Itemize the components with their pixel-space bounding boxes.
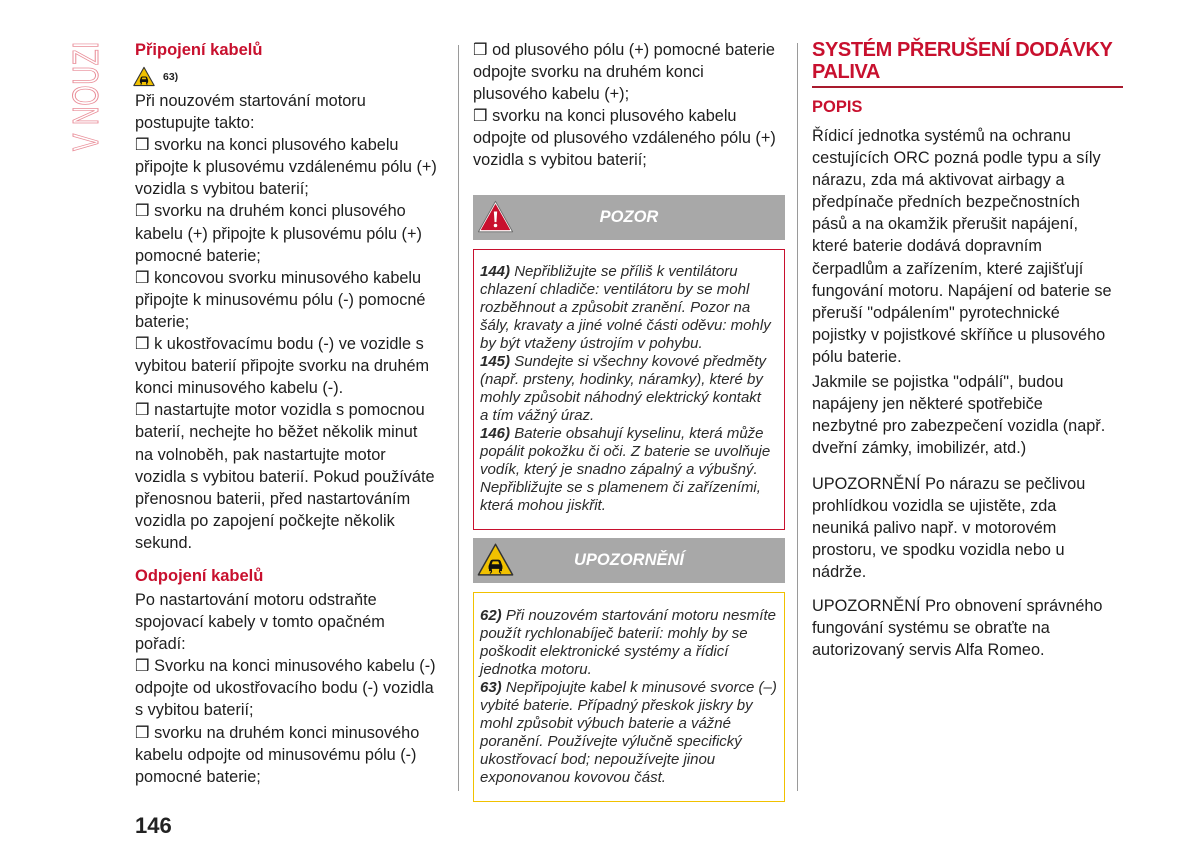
warning-paragraph: UPOZORNĚNÍ Pro obnovení správného fungování systému se obraťte na autorizovaný servis Alfa Romeo. — [812, 597, 1103, 660]
note-number: 62) — [480, 606, 502, 624]
caution-car-icon-graphic — [133, 66, 155, 88]
note-text: Sundejte si všechny kovové předměty (např. prsteny, hodinky, náramky), které by mohly způsobit náhodný elektrický kontakt a tím vážný úraz. — [480, 352, 767, 424]
title-underline — [812, 86, 1123, 88]
danger-header-bar — [473, 195, 785, 240]
description-paragraph: Jakmile se pojistka "odpálí", budou napájeny jen některé spotřebiče nezbytné pro zabezpečení vozidla (např. dveřní zámky, imobilizér, atd.) — [812, 373, 1106, 458]
heading-disconnecting-cables: Odpojení kabelů — [135, 567, 264, 585]
note-number: 146) — [480, 424, 511, 442]
danger-note — [480, 353, 784, 425]
danger-title: POZOR — [599, 208, 659, 226]
note-reference: 63) — [163, 71, 179, 83]
note-number: 63) — [480, 678, 502, 696]
page-number: 146 — [135, 813, 172, 838]
note-number: 144) — [480, 262, 511, 280]
warning-paragraph: UPOZORNĚNÍ Po nárazu se pečlivou prohlídkou vozidla se ujistěte, zda neuniká palivo např. v motorovém prostoru, ve spodku vozidla nebo u nádrže. — [812, 475, 1086, 582]
caution-notes-box — [473, 592, 785, 802]
description-paragraph: Řídicí jednotka systémů na ochranu cestujících ORC pozná podle typu a síly nárazu, zda má aktivovat airbagy a předpínače předních bezpečnostních pásů a na okamžik přerušit napájení, které baterie dodává dopravním čerpadlům a zařízením, které zajišťují fungování motoru. Napájení od baterie se přeruší "odpálením" pyrotechnické pojistky v pojistkové skříňce u plusového pólu baterie. — [812, 127, 1112, 366]
heading-connecting-cables: Připojení kabelů — [135, 41, 263, 59]
caution-car-icon — [133, 66, 155, 88]
danger-note — [480, 263, 784, 353]
section-title-fuel-cutoff: SYSTÉM PŘERUŠENÍ DODÁVKY PALIVA — [812, 39, 1113, 83]
chapter-tab-label: V NOUZI — [65, 40, 106, 151]
disconnecting-steps-continued: ❒ od plusového pólu (+) pomocné baterie odpojte svorku na druhém konci plusového kabelu (+); ❒ svorku na konci plusového kabelu odpojte od plusového vzdáleného pólu (+) vozidla s vybitou baterií; — [473, 41, 776, 170]
column-separator — [458, 45, 459, 791]
disconnecting-steps-text: Po nastartování motoru odstraňte spojovací kabely v tomto opačném pořadí: ❒ Svorku na konci minusového kabelu (-) odpojte od ukostřovacího bodu (-) vozidla s vybitou baterií; ❒ svorku na druhém konci minusového kabelu odpojte od minusovému pólu (-) pomocné baterie; — [135, 591, 436, 786]
connecting-steps-text: Při nouzovém startování motoru postupujte takto: ❒ svorku na konci plusového kabelu připojte k plusovému vzdálenému pólu (+) vozidla s vybitou baterií; ❒ svorku na druhém konci plusového kabelu (+) připojte k plusovému pólu (+) pomocné baterie; ❒ koncovou svorku minusového kabelu připojte k minusovému pólu (-) pomocné baterie; ❒ k ukostřovacímu bodu (-) ve vozidle s vybitou baterií připojte svorku na druhém konci minusového kabelu (-). ❒ nastartujte motor vozidla s pomocnou baterií, nechejte ho běžet několik minut na volnoběh, pak nastartujte motor vozidla s vybitou baterií. Pokud používáte přenosnou baterii, před nastartováním vozidla po zapojení počkejte několik sekund. — [135, 92, 437, 552]
danger-note — [480, 425, 784, 515]
caution-note — [480, 607, 784, 679]
subsection-title-description: POPIS — [812, 98, 863, 116]
column-separator — [797, 43, 798, 791]
note-text: Při nouzovém startování motoru nesmíte použít rychlonabíječ baterií: mohly by se poškodit elektronické systémy a řídicí jednotka motoru. — [480, 606, 776, 678]
note-number: 145) — [480, 352, 511, 370]
caution-title: UPOZORNĚNÍ — [573, 551, 684, 569]
caution-header-bar — [473, 538, 785, 583]
note-text: Baterie obsahují kyselinu, která může popálit pokožku či oči. Z baterie se uvolňuje vodík, který je snadno zápalný a výbušný. Nepřibližujte se s plamenem či zařízeními, která mohou jiskřit. — [480, 424, 771, 514]
danger-notes-box — [473, 249, 785, 530]
note-text: Nepřipojujte kabel k minusové svorce (–) vybité baterie. Případný přeskok jiskry by mohl způsobit výbuch baterie a vážné poranění. Používejte výlučně specifický ukostřovací bod; nepoužívejte jinou exponovanou kovovou část. — [480, 678, 777, 786]
note-text: Nepřibližujte se příliš k ventilátoru chlazení chladiče: ventilátoru by se mohl rozběhnout a způsobit zranění. Pozor na šály, kravaty a jiné volné části oděvu: mohly by být vtaženy ústrojím v pohybu. — [480, 262, 771, 352]
caution-note — [480, 679, 784, 787]
